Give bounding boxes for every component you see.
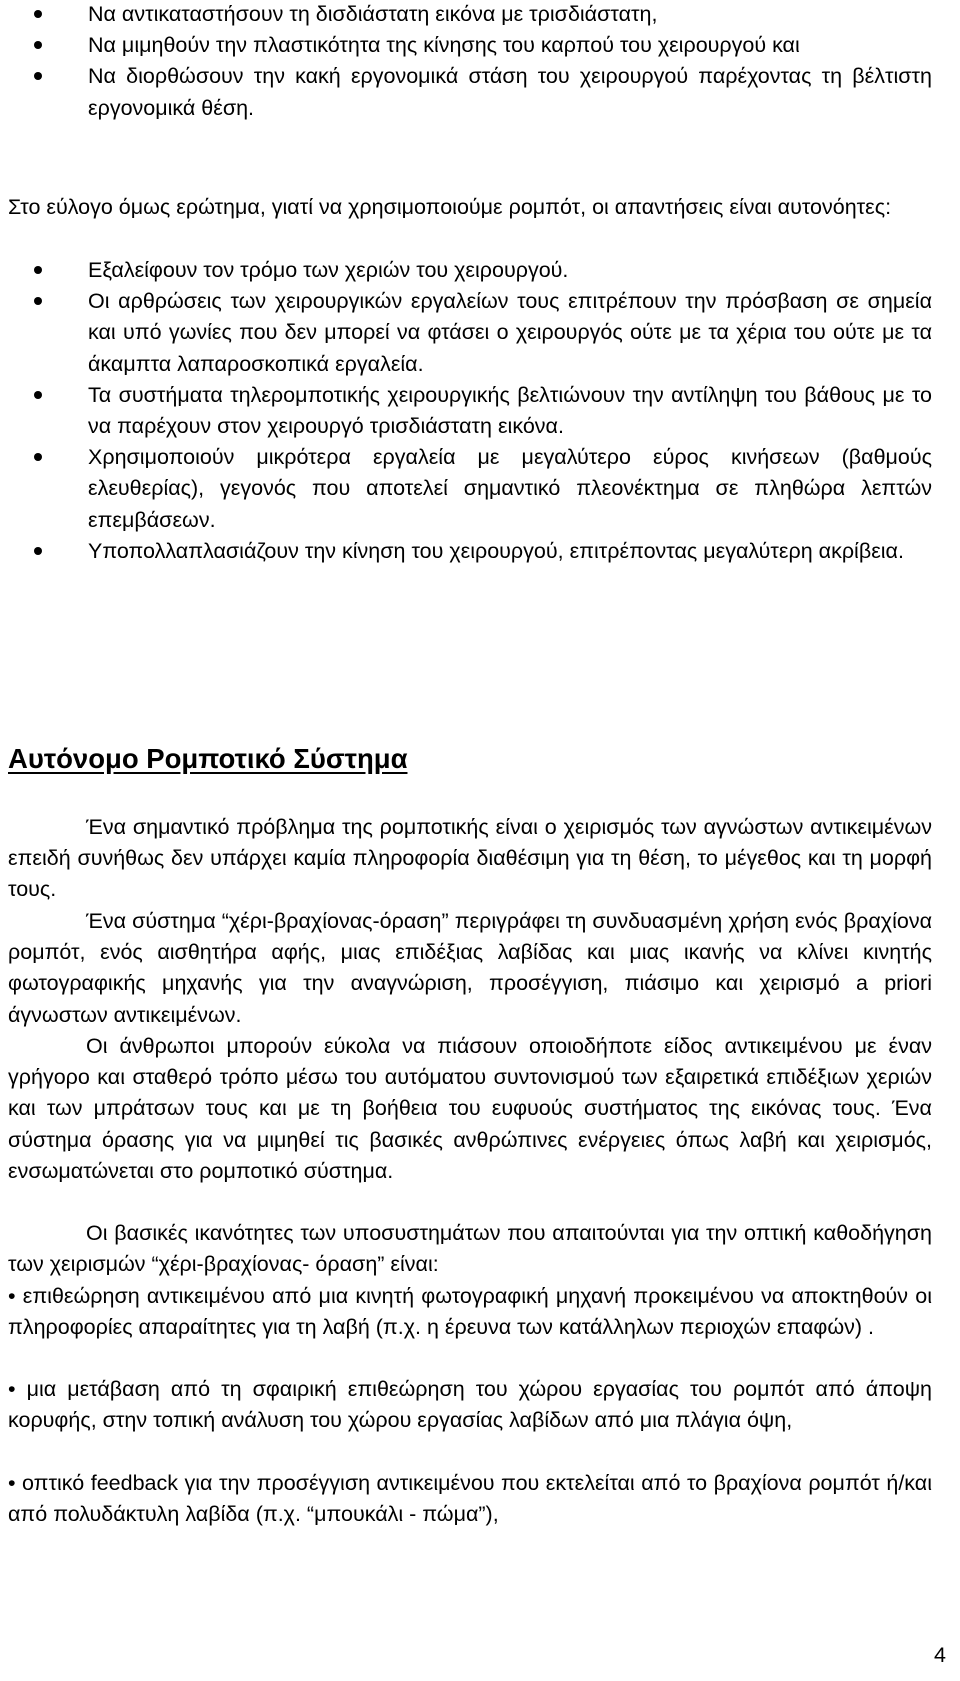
paragraph-unknown-objects: Ένα σημαντικό πρόβλημα της ρομποτικής είναι ο χειρισμός των αγνώστων αντικειμένων επειδή συνήθως δεν υπάρχει καμία πληροφορία διαθέσιμη για τη θέση, το μέγεθος και τη μορφή τους. — [8, 815, 932, 902]
paragraph-hand-arm-vision: Ένα σύστημα “χέρι-βραχίονας-όραση” περιγράφει τη συνδυασμένη χρήση ενός βραχίονα ρομπότ, ενός αισθητήρα αφής, μιας επιδέξιας λαβίδας και μιας ικανής να κλίνει κινητής φωτογραφικής μηχανής για την αναγνώριση, προσέγγιση, πιάσιμο και χειρισμό a priori άγνωστων αντικειμένων. — [8, 909, 932, 1027]
list-item: Εξαλείφουν τον τρόμο των χεριών του χειρουργού. — [0, 255, 932, 286]
bullet-icon — [34, 297, 42, 305]
list-item: Να μιμηθούν την πλαστικότητα της κίνησης του καρπού του χειρουργού και — [0, 30, 932, 61]
paragraph-human-grasping: Οι άνθρωποι μπορούν εύκολα να πιάσουν οποιοδήποτε είδος αντικειμένου με έναν γρήγορο και σταθερό τρόπο μέσω του αυτόματου συντονισμού των εξαιρετικά επιδέξιων χεριών και των μπράτσων τους και με τη βοήθεια του ευφυούς συστήματος της εικόνας τους. Ένα σύστημα όρασης για να μιμηθεί τις βασικές ανθρώπινες ενέργειες όπως λαβή και χειρισμός, ενσωματώνεται στο ρομποτικό σύστημα. — [8, 1034, 932, 1183]
bullet-icon — [34, 10, 42, 18]
answer-bullet-list — [0, 255, 932, 567]
bullet-icon — [34, 41, 42, 49]
intro-question: Στο εύλογο όμως ερώτημα, γιατί να χρησιμοποιούμε ρομπότ, οι απαντήσεις είναι αυτονόητες: — [8, 195, 892, 219]
list-item: Να διορθώσουν την κακή εργονομικά στάση του χειρουργού παρέχοντας τη βέλτιστη εργονομικά θέση. — [0, 61, 932, 123]
paragraph-basic-capabilities: Οι βασικές ικανότητες των υποσυστημάτων που απαιτούνται για την οπτική καθοδήγηση των χειρισμών “χέρι-βραχίονας- όραση” είναι: — [8, 1221, 932, 1277]
dot-item-visual-feedback: • οπτικό feedback για την προσέγγιση αντικειμένου που εκτελείται από το βραχίονα ρομπότ ή/και από πολυδάκτυλη λαβίδα (π.χ. “μπουκάλι - πώμα”), — [8, 1471, 932, 1527]
bullet-icon — [34, 266, 42, 274]
bullet-icon — [34, 453, 42, 461]
dot-item-inspection: • επιθεώρηση αντικειμένου από μια κινητή φωτογραφική μηχανή προκειμένου να αποκτηθούν οι πληροφορίες απαραίτητες για τη λαβή (π.χ. η έρευνα των κατάλληλων περιοχών επαφών) . — [8, 1284, 932, 1340]
list-item: Υποπολλαπλασιάζουν την κίνηση του χειρουργού, επιτρέποντας μεγαλύτερη ακρίβεια. — [0, 536, 932, 567]
bullet-icon — [34, 72, 42, 80]
section-heading: Αυτόνομο Ρομποτικό Σύστημα — [8, 743, 408, 774]
bullet-icon — [34, 547, 42, 555]
list-item: Χρησιμοποιούν μικρότερα εργαλεία με μεγαλύτερο εύρος κινήσεων (βαθμούς ελευθερίας), γεγονός που αποτελεί σημαντικό πλεονέκτημα σε πληθώρα λεπτών επεμβάσεων. — [0, 442, 932, 536]
page-number: 4 — [934, 1643, 946, 1667]
top-bullet-list — [0, 0, 932, 124]
list-item: Τα συστήματα τηλερομποτικής χειρουργικής βελτιώνουν την αντίληψη του βάθους με το να παρέχουν στον χειρουργό τρισδιάστατη εικόνα. — [0, 380, 932, 442]
list-item: Οι αρθρώσεις των χειρουργικών εργαλείων τους επιτρέπουν την πρόσβαση σε σημεία και υπό γωνίες που δεν μπορεί να φτάσει ο χειρουργός ούτε με τα χέρια του ούτε με τα άκαμπτα λαπαροσκοπικά εργαλεία. — [0, 286, 932, 380]
bullet-icon — [34, 391, 42, 399]
list-item: Να αντικαταστήσουν τη δισδιάστατη εικόνα με τρισδιάστατη, — [0, 0, 932, 30]
dot-item-transition: • μια μετάβαση από τη σφαιρική επιθεώρηση του χώρου εργασίας του ρομπότ από άποψη κορυφής, στην τοπική ανάλυση του χώρου εργασίας λαβίδων από μια πλάγια όψη, — [8, 1377, 932, 1433]
